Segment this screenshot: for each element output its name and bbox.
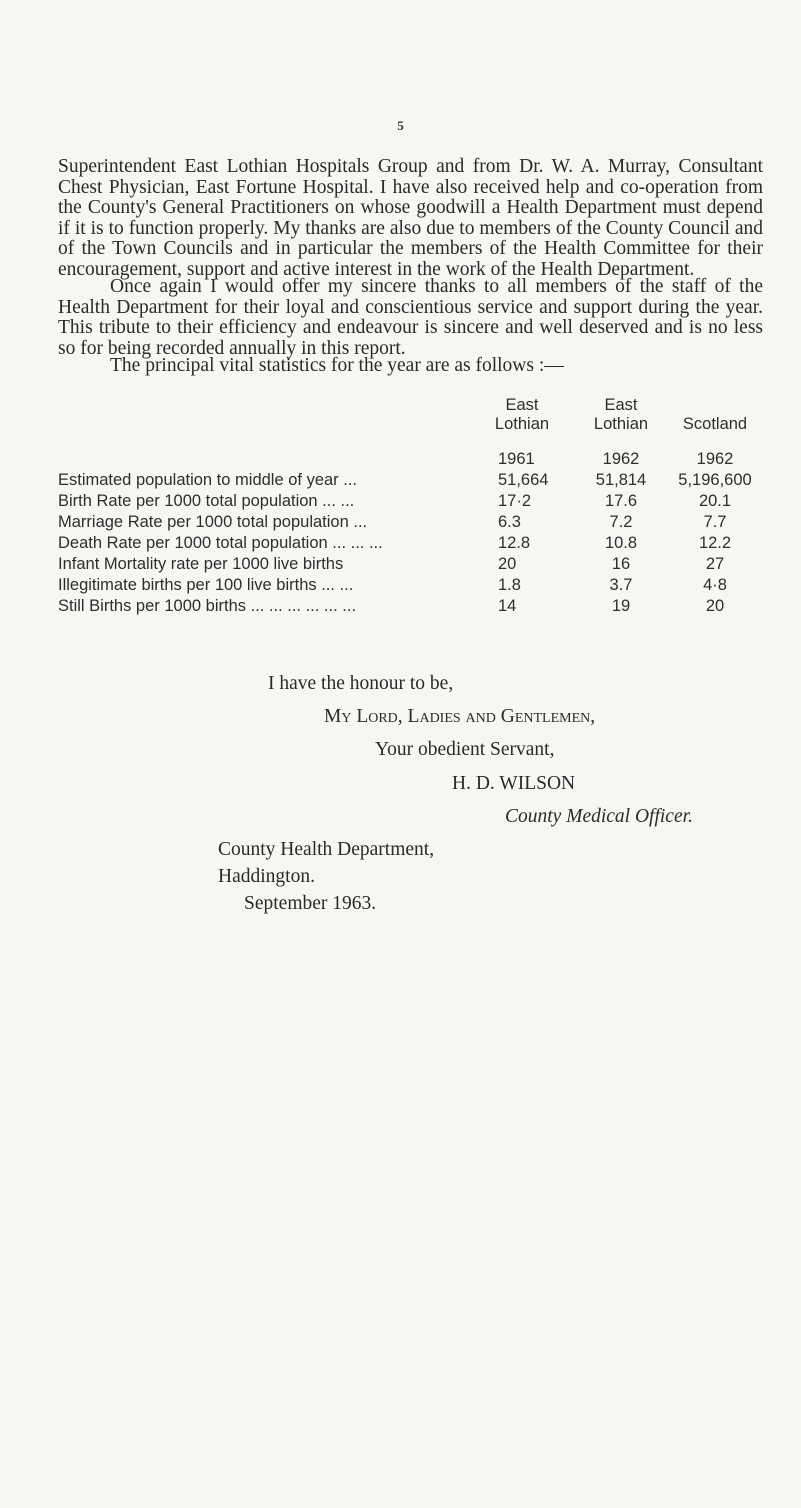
closing-servant: Your obedient Servant, <box>375 739 555 760</box>
table-row <box>58 596 768 616</box>
cell-value: 1.8 <box>498 576 521 594</box>
cell-value: 20 <box>705 597 725 615</box>
row-label: Still Births per 1000 births ... ... ... ... ... ... <box>58 597 357 615</box>
cell-value: 51,664 <box>498 471 549 489</box>
row-label: Infant Mortality rate per 1000 live births <box>58 555 344 573</box>
cell-value: 10.8 <box>604 534 638 552</box>
cell-value: 4·8 <box>703 576 727 594</box>
year-1962-scotland: 1962 <box>696 450 734 468</box>
cell-value: 19 <box>611 597 631 615</box>
year-header-row <box>58 449 768 469</box>
year-1961: 1961 <box>498 450 535 468</box>
column-region-line1 <box>672 396 758 415</box>
cell-value: 12.2 <box>698 534 732 552</box>
row-label: Estimated population to middle of year ... <box>58 471 357 489</box>
table-row <box>58 575 768 595</box>
address-line2: Haddington. <box>218 866 315 887</box>
column-header-east-lothian-1961 <box>490 396 554 434</box>
page-number: 5 <box>397 118 404 133</box>
cell-value: 12.8 <box>498 534 531 552</box>
paragraph-statistics-intro: The principal vital statistics for the year are as follows :— <box>110 355 564 376</box>
table-row <box>58 554 768 574</box>
closing-salutation: My Lord, Ladies and Gentlemen, <box>324 706 596 727</box>
cell-value: 20.1 <box>698 492 732 510</box>
cell-value: 16 <box>611 555 631 573</box>
row-label: Illegitimate births per 100 live births ... ... <box>58 576 354 594</box>
cell-value: 14 <box>498 597 517 615</box>
table-row <box>58 533 768 553</box>
column-region-line2: Lothian <box>494 415 550 433</box>
table-row <box>58 491 768 511</box>
cell-value: 6.3 <box>498 513 521 531</box>
cell-value: 5,196,600 <box>678 471 752 489</box>
letter-date: September 1963. <box>244 893 377 914</box>
cell-value: 17.6 <box>604 492 638 510</box>
column-region-line2: Lothian <box>593 415 649 433</box>
paragraph-staff-thanks: Once again I would offer my sincere thanks to all members of the staff of the Health Department for their loyal and conscientious service and support during the year. This tribute to their efficiency and endeavour is sincere and well deserved and is no less so for being recorded annually in this report. <box>58 276 763 359</box>
cell-value: 7.2 <box>609 513 633 531</box>
cell-value: 27 <box>705 555 725 573</box>
table-row <box>58 512 768 532</box>
row-label: Marriage Rate per 1000 total population ... <box>58 513 368 531</box>
closing-honour: I have the honour to be, <box>268 673 454 694</box>
column-header-east-lothian-1962 <box>581 396 661 434</box>
column-region-line1: East <box>505 396 539 414</box>
cell-value: 51,814 <box>595 471 647 489</box>
row-label: Birth Rate per 1000 total population ... ... <box>58 492 355 510</box>
signature-name: H. D. WILSON <box>452 773 576 794</box>
signature-title: County Medical Officer. <box>505 806 693 827</box>
table-row <box>58 470 768 490</box>
row-label: Death Rate per 1000 total population ... ... ... <box>58 534 383 552</box>
year-1962-east-lothian: 1962 <box>602 450 640 468</box>
address-line1: County Health Department, <box>218 839 435 860</box>
cell-value: 17·2 <box>498 492 532 510</box>
column-region-line2: Scotland <box>682 415 748 433</box>
cell-value: 7.7 <box>703 513 727 531</box>
cell-value: 20 <box>498 555 517 573</box>
paragraph-acknowledgements: Superintendent East Lothian Hospitals Group and from Dr. W. A. Murray, Consultant Chest Physician, East Fortune Hospital. I have also received help and co-operation from the County's General Practitioners on whose goodwill a Health Department must depend if it is to function properly. My thanks are also due to members of the County Council and of the Town Councils and in particular the members of the Health Committee for their encouragement, support and active interest in the work of the Health Department. <box>58 156 763 280</box>
cell-value: 3.7 <box>609 576 633 594</box>
column-header-scotland-1962 <box>672 396 758 434</box>
column-region-line1: East <box>604 396 638 414</box>
